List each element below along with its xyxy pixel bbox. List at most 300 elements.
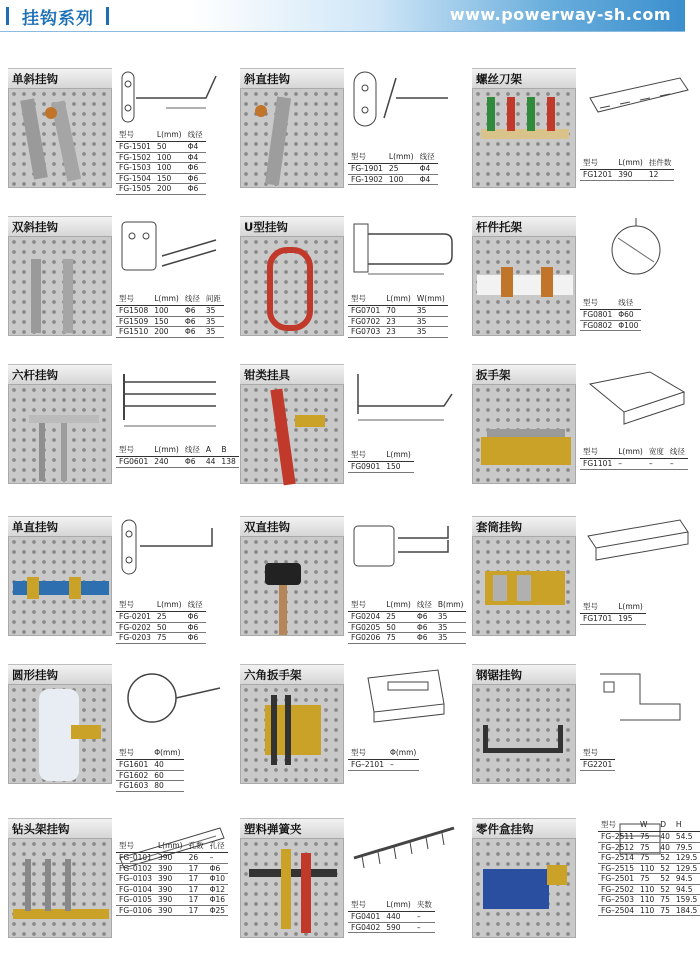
product-card	[240, 216, 462, 376]
spec-header-cell: L(mm)	[154, 128, 185, 142]
spec-header-cell: 型号	[348, 448, 383, 462]
product-title: 单斜挂钩	[8, 68, 112, 88]
spec-cell: FG-1902	[348, 174, 386, 185]
spec-cell: FG–0101	[116, 853, 155, 864]
spec-cell: FG-0203	[116, 633, 154, 644]
spec-cell: FG0401	[348, 912, 383, 923]
spec-header-cell: 型号	[348, 746, 387, 760]
spec-cell: 100	[151, 306, 182, 317]
spec-cell: 195	[615, 614, 646, 625]
spec-cell: 390	[615, 170, 646, 181]
spec-cell: FG1101	[580, 459, 615, 470]
spec-cell: FG-1504	[116, 173, 154, 184]
spec-cell: FG1603	[116, 781, 151, 792]
spec-cell: 390	[155, 895, 186, 906]
spec-cell: FG1602	[116, 770, 151, 781]
product-photo	[240, 838, 344, 938]
spec-cell: FG–2503	[598, 895, 637, 906]
spec-row	[116, 457, 239, 468]
spec-header-row	[348, 448, 414, 462]
spec-cell: 94.5	[673, 884, 700, 895]
technical-drawing	[348, 664, 460, 728]
product-card	[8, 364, 236, 524]
spec-cell: FG–0104	[116, 884, 155, 895]
product-photo	[472, 88, 576, 188]
spec-header-cell: L(mm)	[151, 292, 182, 306]
spec-row	[116, 173, 206, 184]
product-photo	[240, 384, 344, 484]
spec-cell: FG2201	[580, 760, 615, 771]
spec-cell: 150	[151, 316, 182, 327]
spec-cell: FG1601	[116, 760, 151, 771]
spec-cell: 26	[186, 853, 207, 864]
product-title: 六角扳手架	[240, 664, 344, 684]
technical-drawing	[580, 664, 692, 728]
spec-row	[598, 905, 700, 916]
spec-cell: 35	[203, 327, 224, 338]
page-title: 挂钩系列	[22, 9, 94, 29]
spec-cell: FG–2512	[598, 842, 637, 853]
technical-drawing	[348, 364, 460, 428]
spec-cell: FG–2504	[598, 905, 637, 916]
spec-cell: 50	[154, 622, 185, 633]
spec-cell: FG–2514	[598, 853, 637, 864]
technical-drawing	[348, 216, 460, 280]
spec-cell: FG0701	[348, 306, 383, 317]
spec-cell: FG0205	[348, 622, 383, 633]
header-bar-right	[106, 7, 109, 25]
spec-header-row	[116, 292, 224, 306]
spec-header-cell: 型号	[348, 150, 386, 164]
spec-cell: 50	[383, 622, 414, 633]
product-photo	[240, 88, 344, 188]
spec-header-cell: 孔径	[207, 839, 228, 853]
spec-cell: 240	[151, 457, 182, 468]
spec-cell: Φ6	[182, 306, 203, 317]
spec-header-cell: 挂件数	[646, 156, 675, 170]
spec-header-cell: L(mm)	[615, 600, 646, 614]
website-url[interactable]: www.powerway-sh.com	[449, 5, 671, 24]
spec-cell: FG0206	[348, 633, 383, 644]
spec-table	[580, 296, 641, 331]
spec-cell: FG-1502	[116, 152, 154, 163]
spec-header-row	[580, 156, 674, 170]
spec-cell: 110	[637, 884, 657, 895]
spec-header-cell: 线径	[182, 443, 203, 457]
spec-header-cell: D	[657, 818, 673, 832]
spec-header-cell: 夹数	[414, 898, 435, 912]
technical-drawing	[580, 516, 692, 580]
spec-row	[116, 316, 224, 327]
spec-cell: Φ60	[615, 310, 641, 321]
spec-cell: Φ16	[207, 895, 228, 906]
spec-row	[598, 853, 700, 864]
spec-cell: 75	[637, 853, 657, 864]
spec-cell: Φ4	[185, 142, 206, 153]
spec-cell: 35	[414, 327, 448, 338]
spec-cell: FG1201	[580, 170, 615, 181]
spec-header-row	[348, 292, 448, 306]
product-photo	[8, 536, 112, 636]
spec-cell: 390	[155, 863, 186, 874]
spec-cell: FG–0103	[116, 874, 155, 885]
spec-cell: –	[387, 760, 419, 771]
spec-row	[116, 853, 228, 864]
product-title: 钻头架挂钩	[8, 818, 112, 838]
spec-header-row	[598, 818, 700, 832]
spec-cell: Φ10	[207, 874, 228, 885]
spec-cell: –	[667, 459, 688, 470]
spec-cell: 52	[657, 884, 673, 895]
spec-header-row	[580, 296, 641, 310]
spec-cell: FG-1505	[116, 184, 154, 195]
technical-drawing	[580, 68, 692, 132]
spec-header-cell: L(mm)	[615, 445, 646, 459]
product-title: 扳手架	[472, 364, 576, 384]
spec-row	[580, 170, 674, 181]
spec-header-cell: 型号	[348, 898, 383, 912]
technical-drawing	[116, 664, 228, 728]
spec-header-row	[116, 598, 206, 612]
spec-cell: Φ100	[615, 320, 641, 331]
spec-header-cell: W	[637, 818, 657, 832]
spec-cell: 25	[386, 164, 417, 175]
spec-header-cell: 型号	[116, 746, 151, 760]
product-photo	[8, 838, 112, 938]
product-card	[8, 516, 230, 676]
spec-cell: 75	[657, 895, 673, 906]
spec-header-cell: 线径	[182, 292, 203, 306]
spec-row	[116, 612, 206, 623]
spec-header-cell: 型号	[116, 292, 151, 306]
spec-cell: Φ6	[185, 622, 206, 633]
spec-cell: FG0901	[348, 462, 383, 473]
spec-row	[598, 842, 700, 853]
product-card	[8, 68, 230, 228]
spec-header-row	[116, 746, 184, 760]
spec-row	[116, 152, 206, 163]
page-header	[0, 0, 685, 32]
spec-cell: Φ6	[185, 173, 206, 184]
spec-cell: 40	[657, 842, 673, 853]
spec-cell: 75	[637, 832, 657, 843]
spec-cell: FG1508	[116, 306, 151, 317]
spec-header-cell: 型号	[116, 128, 154, 142]
spec-cell: 75	[383, 633, 414, 644]
spec-header-cell: 型号	[116, 598, 154, 612]
product-title: 钢锯挂钩	[472, 664, 576, 684]
spec-cell: Φ6	[185, 633, 206, 644]
product-title: 杆件托架	[472, 216, 576, 236]
spec-table	[348, 746, 419, 771]
product-title: 零件盒挂钩	[472, 818, 576, 838]
spec-cell: 23	[383, 327, 414, 338]
spec-cell: 35	[435, 612, 467, 623]
spec-cell: FG–2101	[348, 760, 387, 771]
product-title: 钳类挂具	[240, 364, 344, 384]
spec-row	[348, 306, 448, 317]
spec-cell: FG0802	[580, 320, 615, 331]
spec-header-cell: 线径	[417, 150, 438, 164]
spec-row	[348, 316, 448, 327]
product-card	[472, 516, 694, 676]
spec-header-cell: L(mm)	[383, 448, 414, 462]
spec-row	[116, 781, 184, 792]
spec-header-cell: L(mm)	[154, 598, 185, 612]
spec-row	[598, 832, 700, 843]
spec-cell: FG-1503	[116, 163, 154, 174]
spec-cell: 70	[383, 306, 414, 317]
technical-drawing	[116, 364, 228, 428]
spec-header-cell: L(mm)	[383, 898, 414, 912]
header-bar-left	[6, 7, 9, 25]
spec-cell: 40	[151, 760, 183, 771]
technical-drawing	[348, 516, 460, 580]
spec-cell: Φ6	[207, 863, 228, 874]
spec-table	[348, 150, 438, 185]
spec-cell: 25	[383, 612, 414, 623]
spec-cell: FG0204	[348, 612, 383, 623]
spec-row	[348, 622, 466, 633]
spec-header-cell: 型号	[116, 443, 151, 457]
technical-drawing	[580, 216, 692, 280]
product-photo	[8, 684, 112, 784]
spec-cell: Φ4	[417, 164, 438, 175]
spec-cell: Φ6	[414, 622, 435, 633]
product-card	[8, 664, 230, 824]
spec-cell: 138	[218, 457, 238, 468]
spec-cell: 52	[657, 863, 673, 874]
spec-table	[348, 598, 466, 644]
spec-cell: Φ6	[182, 327, 203, 338]
spec-cell: 35	[414, 306, 448, 317]
spec-table	[348, 448, 414, 473]
spec-row	[598, 863, 700, 874]
spec-header-cell: 型号	[580, 445, 615, 459]
spec-row	[116, 306, 224, 317]
product-photo	[472, 536, 576, 636]
spec-cell: FG0601	[116, 457, 151, 468]
spec-header-cell: 型号	[598, 818, 637, 832]
spec-header-row	[116, 839, 228, 853]
spec-row	[116, 905, 228, 916]
spec-cell: 590	[383, 922, 414, 933]
spec-cell: 75	[154, 633, 185, 644]
spec-header-cell: 型号	[116, 839, 155, 853]
spec-cell: Φ6	[414, 633, 435, 644]
spec-header-row	[116, 443, 239, 457]
spec-row	[116, 884, 228, 895]
spec-cell: 100	[386, 174, 417, 185]
spec-header-cell: 型号	[348, 598, 383, 612]
spec-header-cell: L(mm)	[383, 598, 414, 612]
product-card	[472, 216, 694, 376]
spec-cell: 100	[154, 163, 185, 174]
spec-header-cell: L(mm)	[155, 839, 186, 853]
spec-cell: –	[207, 853, 228, 864]
spec-header-row	[580, 445, 688, 459]
spec-cell: 440	[383, 912, 414, 923]
technical-drawing	[116, 68, 228, 132]
spec-header-cell: 间距	[203, 292, 224, 306]
spec-cell: 35	[435, 633, 467, 644]
spec-header-cell: 宽度	[646, 445, 667, 459]
spec-cell: 75	[637, 842, 657, 853]
spec-header-cell: 型号	[580, 156, 615, 170]
spec-cell: 25	[154, 612, 185, 623]
product-card	[472, 68, 694, 228]
spec-row	[598, 884, 700, 895]
spec-header-cell: 型号	[580, 746, 615, 760]
spec-header-cell: A	[203, 443, 219, 457]
spec-cell: Φ6	[185, 612, 206, 623]
spec-cell: 159.5	[673, 895, 700, 906]
spec-header-cell: 孔数	[186, 839, 207, 853]
spec-cell: FG0801	[580, 310, 615, 321]
spec-cell: –	[615, 459, 646, 470]
product-card	[240, 818, 462, 978]
technical-drawing	[348, 68, 460, 132]
spec-header-row	[348, 898, 435, 912]
spec-row	[580, 459, 688, 470]
technical-drawing	[116, 216, 228, 280]
spec-table	[348, 292, 448, 338]
spec-table	[598, 818, 700, 916]
product-card	[240, 68, 462, 228]
spec-cell: FG1509	[116, 316, 151, 327]
spec-header-cell: B	[218, 443, 238, 457]
spec-cell: 60	[151, 770, 183, 781]
spec-cell: 110	[637, 863, 657, 874]
spec-cell: FG0402	[348, 922, 383, 933]
spec-row	[116, 770, 184, 781]
spec-table	[116, 598, 206, 644]
spec-cell: –	[646, 459, 667, 470]
spec-cell: FG1701	[580, 614, 615, 625]
spec-header-row	[348, 746, 419, 760]
product-photo	[472, 384, 576, 484]
spec-cell: 23	[383, 316, 414, 327]
product-card	[8, 818, 230, 978]
spec-cell: –	[414, 912, 435, 923]
spec-cell: 390	[155, 874, 186, 885]
spec-row	[116, 184, 206, 195]
spec-row	[580, 320, 641, 331]
spec-row	[348, 174, 438, 185]
product-title: U型挂钩	[240, 216, 344, 236]
spec-table	[580, 445, 688, 470]
technical-drawing	[116, 516, 228, 580]
spec-header-cell: 线径	[615, 296, 641, 310]
spec-cell: 150	[154, 173, 185, 184]
product-card	[240, 516, 462, 676]
spec-cell: 184.5	[673, 905, 700, 916]
product-card	[472, 818, 698, 978]
spec-row	[116, 633, 206, 644]
spec-cell: 80	[151, 781, 183, 792]
spec-cell: 50	[154, 142, 185, 153]
spec-row	[348, 612, 466, 623]
product-photo	[472, 236, 576, 336]
spec-cell: Φ25	[207, 905, 228, 916]
spec-row	[348, 912, 435, 923]
spec-cell: 110	[637, 905, 657, 916]
spec-header-cell: L(mm)	[615, 156, 646, 170]
spec-cell: 200	[154, 184, 185, 195]
spec-header-cell: 型号	[580, 600, 615, 614]
spec-row	[348, 760, 419, 771]
spec-row	[116, 760, 184, 771]
spec-row	[598, 874, 700, 885]
spec-row	[116, 874, 228, 885]
spec-row	[348, 164, 438, 175]
spec-header-cell: 线径	[185, 598, 206, 612]
product-title: 套筒挂钩	[472, 516, 576, 536]
spec-header-cell: L(mm)	[386, 150, 417, 164]
spec-header-row	[580, 600, 646, 614]
spec-cell: 17	[186, 905, 207, 916]
spec-row	[348, 327, 448, 338]
spec-cell: Φ6	[185, 163, 206, 174]
spec-table	[116, 128, 206, 195]
spec-header-cell: Φ(mm)	[387, 746, 419, 760]
spec-cell: 40	[657, 832, 673, 843]
product-photo	[240, 684, 344, 784]
spec-header-row	[580, 746, 615, 760]
product-photo	[472, 838, 576, 938]
spec-cell: 390	[155, 884, 186, 895]
spec-cell: 390	[155, 853, 186, 864]
product-photo	[472, 684, 576, 784]
spec-cell: 35	[435, 622, 467, 633]
product-card	[8, 216, 230, 376]
spec-cell: 17	[186, 863, 207, 874]
product-photo	[240, 536, 344, 636]
spec-cell: FG0703	[348, 327, 383, 338]
spec-cell: 94.5	[673, 874, 700, 885]
spec-cell: FG-1501	[116, 142, 154, 153]
product-photo	[8, 88, 112, 188]
spec-cell: 200	[151, 327, 182, 338]
spec-cell: 17	[186, 874, 207, 885]
spec-row	[348, 922, 435, 933]
spec-header-row	[348, 598, 466, 612]
spec-cell: 129.5	[673, 853, 700, 864]
product-title: 塑料弹簧夹	[240, 818, 344, 838]
product-title: 双斜挂钩	[8, 216, 112, 236]
spec-row	[580, 760, 615, 771]
spec-cell: FG–2511	[598, 832, 637, 843]
spec-cell: 54.5	[673, 832, 700, 843]
spec-cell: FG–0105	[116, 895, 155, 906]
spec-header-cell: H	[673, 818, 700, 832]
spec-cell: FG–2501	[598, 874, 637, 885]
spec-cell: FG-0201	[116, 612, 154, 623]
spec-cell: FG–2515	[598, 863, 637, 874]
product-photo	[8, 384, 112, 484]
spec-cell: 12	[646, 170, 675, 181]
spec-header-cell: B(mm)	[435, 598, 467, 612]
spec-cell: FG-0202	[116, 622, 154, 633]
spec-cell: FG–0106	[116, 905, 155, 916]
spec-cell: 150	[383, 462, 414, 473]
spec-cell: FG0702	[348, 316, 383, 327]
spec-row	[116, 622, 206, 633]
spec-cell: 110	[637, 895, 657, 906]
spec-row	[598, 895, 700, 906]
product-photo	[240, 236, 344, 336]
spec-table	[116, 839, 228, 916]
